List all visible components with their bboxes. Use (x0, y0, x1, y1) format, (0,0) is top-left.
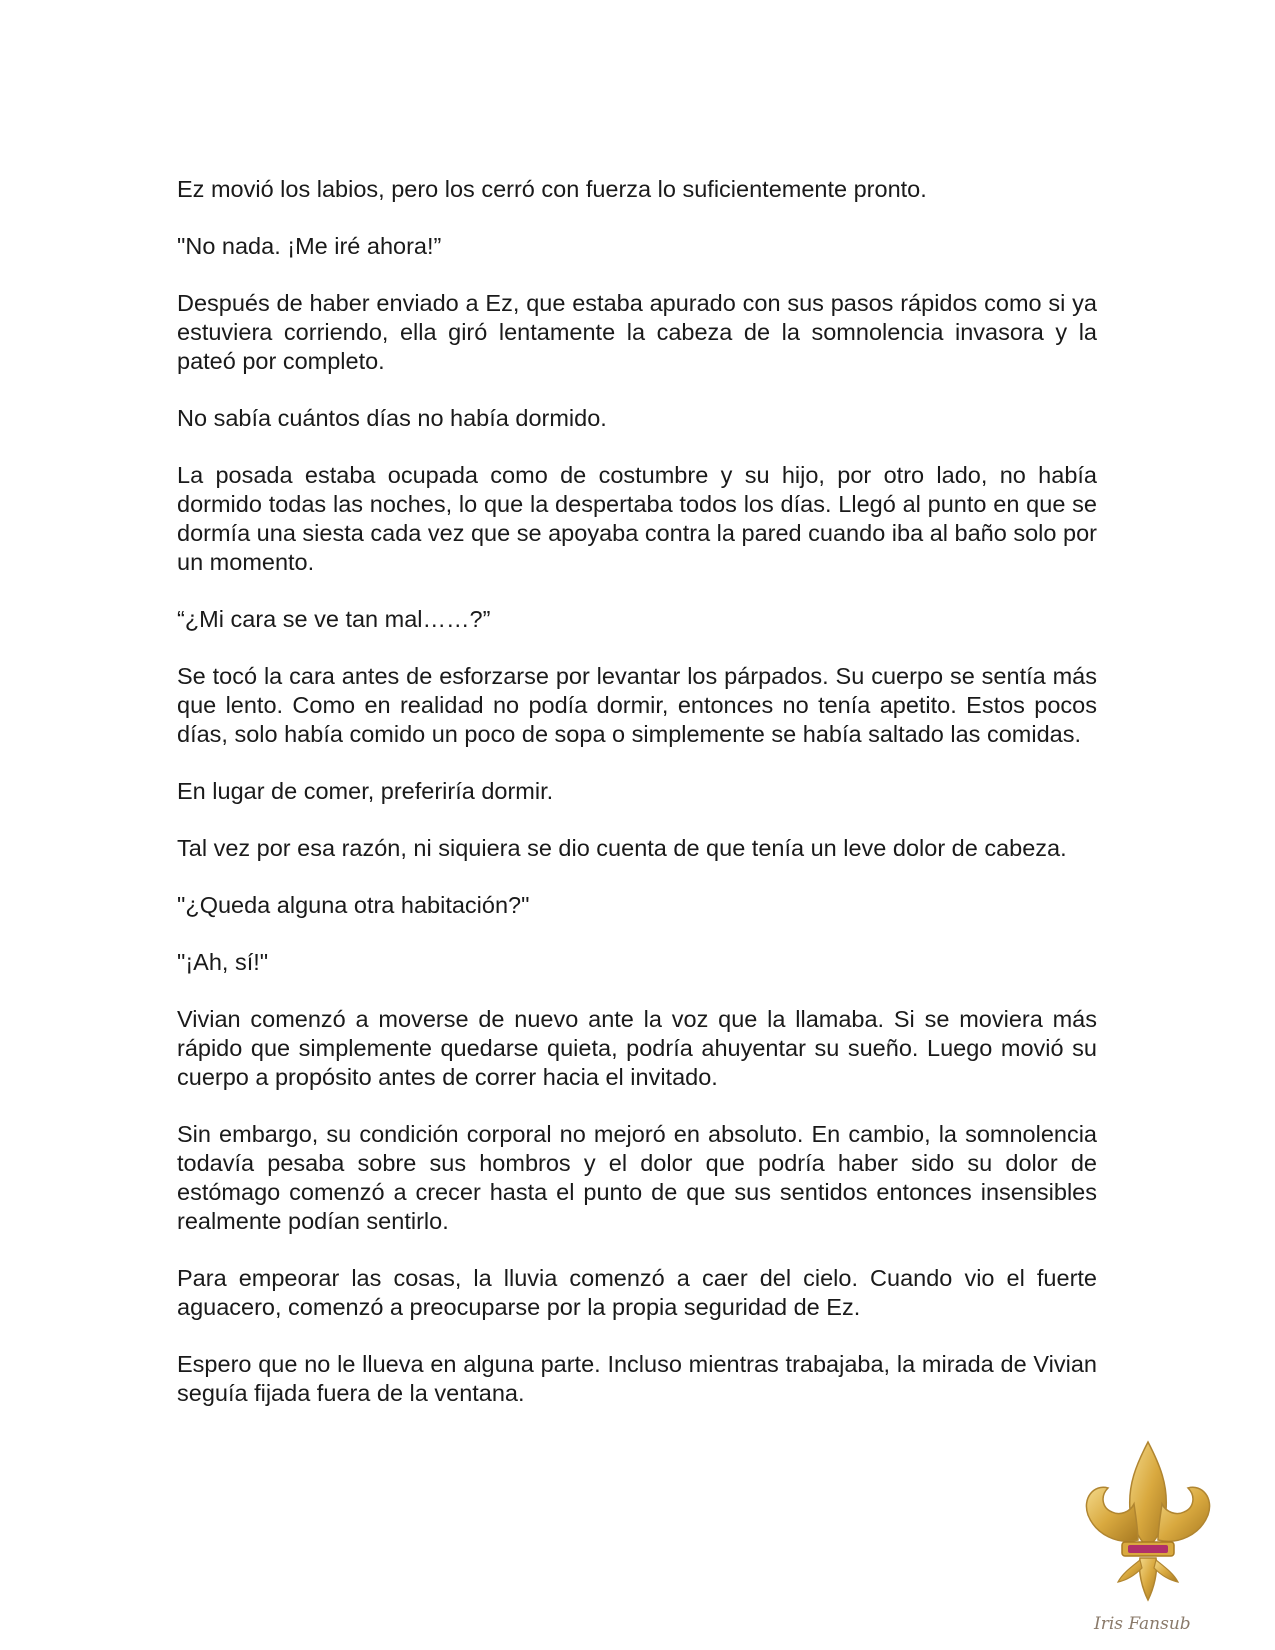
document-body (177, 175, 1097, 1436)
paragraph-15: Espero que no le llueva en alguna parte. Incluso mientras trabajaba, la mirada de Vivian seguía fijada fuera de la ventana. (177, 1351, 1097, 1406)
paragraph-4: No sabía cuántos días no había dormido. (177, 405, 607, 431)
paragraph-5: La posada estaba ocupada como de costumbre y su hijo, por otro lado, no había dormido todas las noches, lo que la despertaba todos los días. Llegó al punto en que se dormía una siesta cada vez que se apoyaba contra la pared cuando iba al baño solo por un momento. (177, 462, 1097, 575)
paragraph-8: En lugar de comer, preferiría dormir. (177, 778, 554, 804)
paragraph-12: Vivian comenzó a moverse de nuevo ante la voz que la llamaba. Si se moviera más rápido que simplemente quedarse quieta, podría ahuyentar su sueño. Luego movió su cuerpo a propósito antes de correr hacia el invitado. (177, 1006, 1097, 1090)
paragraph-9: Tal vez por esa razón, ni siquiera se dio cuenta de que tenía un leve dolor de cabeza. (177, 835, 1067, 861)
paragraph-14: Para empeorar las cosas, la lluvia comenzó a caer del cielo. Cuando vio el fuerte aguacero, comenzó a preocuparse por la propia seguridad de Ez. (177, 1265, 1097, 1320)
paragraph-3: Después de haber enviado a Ez, que estaba apurado con sus pasos rápidos como si ya estuviera corriendo, ella giró lentamente la cabeza de la somnolencia invasora y la pateó por completo. (177, 290, 1097, 374)
paragraph-11: "¡Ah, sí!" (177, 949, 269, 975)
paragraph-10: "¿Queda alguna otra habitación?" (177, 892, 530, 918)
fleur-de-lis-icon (1078, 1440, 1218, 1615)
paragraph-13: Sin embargo, su condición corporal no mejoró en absoluto. En cambio, la somnolencia todavía pesaba sobre sus hombros y el dolor que podría haber sido su dolor de estómago comenzó a crecer hasta el punto de que sus sentidos entonces insensibles realmente podían sentirlo. (177, 1121, 1097, 1234)
paragraph-1: Ez movió los labios, pero los cerró con fuerza lo suficientemente pronto. (177, 176, 927, 202)
paragraph-7: Se tocó la cara antes de esforzarse por levantar los párpados. Su cuerpo se sentía más que lento. Como en realidad no podía dormir, entonces no tenía apetito. Estos pocos días, solo había comido un poco de sopa o simplemente se había saltado las comidas. (177, 663, 1097, 747)
paragraph-2: "No nada. ¡Me iré ahora!” (177, 233, 442, 259)
paragraph-6: “¿Mi cara se ve tan mal……?” (177, 606, 491, 632)
watermark-text: Iris Fansub (1094, 1614, 1191, 1634)
